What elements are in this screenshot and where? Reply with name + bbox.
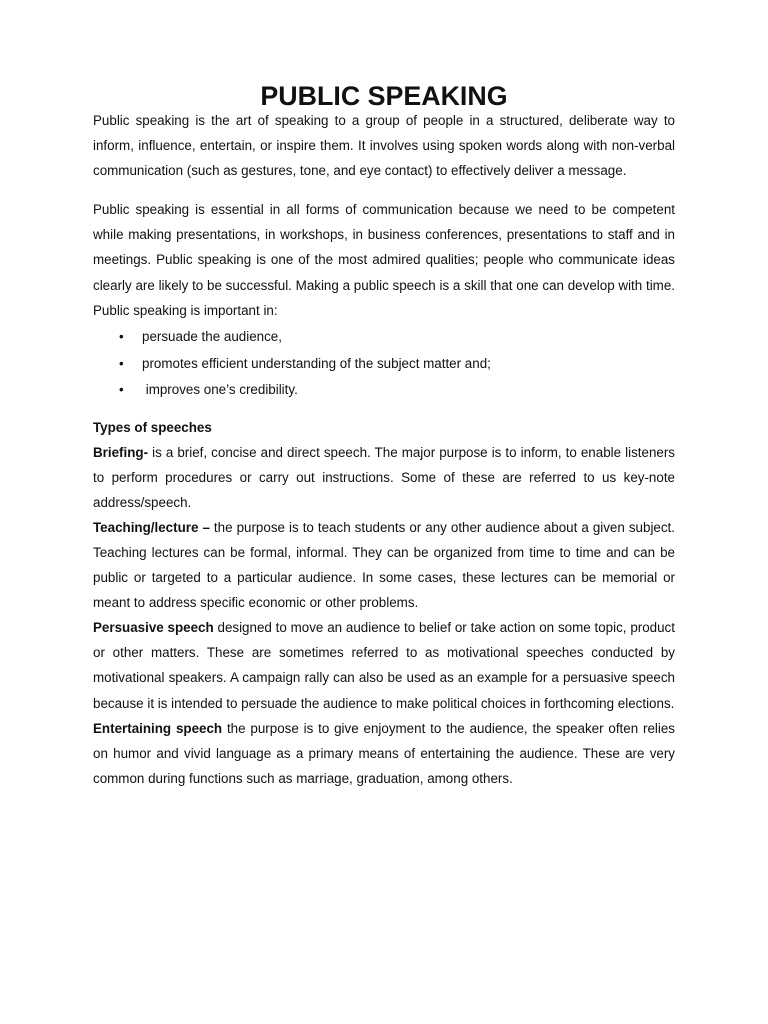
type-briefing <box>93 440 675 515</box>
bullet-icon: • <box>119 382 124 398</box>
bullet-icon: • <box>119 329 124 345</box>
intro-paragraph-1: Public speaking is the art of speaking to a group of people in a structured, deliberate way to inform, influence, entertain, or inspire them. It involves using spoken words along with non-verbal communication (such as gestures, tone, and eye contact) to effectively deliver a message. <box>93 113 675 179</box>
types-heading: Types of speeches <box>93 419 212 435</box>
term-teaching-lecture: Teaching/lecture – <box>93 519 210 535</box>
bullet-icon: • <box>119 355 124 371</box>
term-briefing: Briefing- <box>93 444 149 460</box>
type-entertaining-speech <box>93 716 675 791</box>
definition-teaching-lecture: the purpose is to teach students or any other audience about a given subject. Teaching lectures can be formal, informal. They can be organized from time to time and can be public or targeted to a particular audience. In some cases, these lectures can be memorial or meant to address specific economic or other problems. <box>93 519 676 611</box>
list-item <box>93 377 675 402</box>
definition-entertaining-speech: the purpose is to give enjoyment to the audience, the speaker often relies on humor and vivid language as a primary means of entertaining the audience. These are very common during functions such as marriage, graduation, among others. <box>93 720 676 786</box>
type-teaching-lecture <box>93 515 675 615</box>
page-title: PUBLIC SPEAKING <box>260 81 508 111</box>
list-item-text: improves one’s credibility. <box>142 382 298 398</box>
intro-paragraph-2: Public speaking is essential in all forms of communication because we need to be competent while making presentations, in workshops, in business conferences, presentations to staff and in meetings. Public speaking is one of the most admired qualities; people who communicate ideas clearly are likely to be successful. Making a public speech is a skill that one can develop with time. Public speaking is important in: <box>93 202 675 318</box>
importance-list <box>93 324 675 402</box>
list-item-text: persuade the audience, <box>142 329 282 345</box>
list-item <box>93 324 675 349</box>
term-persuasive-speech: Persuasive speech <box>93 620 214 636</box>
list-item <box>93 351 675 376</box>
term-entertaining-speech: Entertaining speech <box>93 720 223 736</box>
definition-persuasive-speech: designed to move an audience to belief or take action on some topic, product or other matters. These are sometimes referred to as motivational speeches conducted by motivational speakers. A campaign rally can also be used as an example for a persuasive speech because it is intended to persuade the audience to make political choices in forthcoming elections. <box>93 620 675 711</box>
type-persuasive-speech <box>93 615 675 715</box>
list-item-text: promotes efficient understanding of the subject matter and; <box>142 355 491 371</box>
definition-briefing: is a brief, concise and direct speech. The major purpose is to inform, to enable listeners to perform procedures or carry out instructions. Some of these are referred to us key-note address/speech. <box>93 444 675 510</box>
document-page <box>93 81 676 791</box>
